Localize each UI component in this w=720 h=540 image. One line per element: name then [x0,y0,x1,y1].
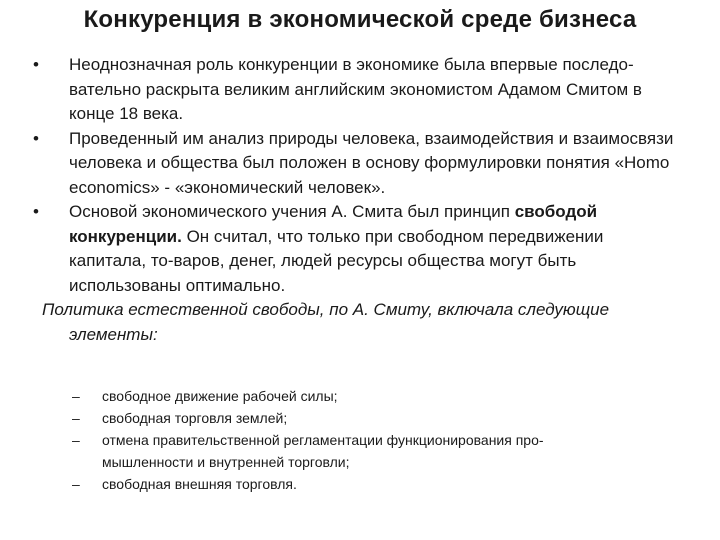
dash-marker: – [72,388,80,404]
bullet-text: Неоднозначная роль конкуренции в экономике была впервые последо-вательно раскрыта великим английским экономистом Адамом Смитом в конце 18 века. [69,55,642,123]
dash-marker: – [72,432,80,448]
dash-marker: – [72,410,80,426]
bullet-marker: • [33,128,39,148]
element-item-3 [72,429,632,473]
bullet-marker: • [33,202,39,221]
bullet-text-before: Основой экономического учения А. Смита был принцип [69,202,515,221]
bullet-text-after: Он считал, что только при свободном передвижении капитала, то-варов, денег, людей ресурсы общества могут быть использованы оптимально. [69,226,604,295]
policy-intro: Политика естественной свободы, по А. Смиту, включала следующие элементы: [42,300,610,344]
bullet-item-3 [30,200,680,298]
element-text: свободная торговля землей; [102,410,288,426]
element-text: отмена правительственной регламентации функционирования про-мышленности и внутренней торговли; [102,432,544,470]
dash-marker: – [72,476,80,492]
elements-list [72,385,632,495]
element-text: свободная внешняя торговля. [102,476,297,492]
bullet-item-2 [30,127,680,201]
slide-content [30,53,680,347]
element-item-4 [72,473,632,495]
slide-title: Конкуренция в экономической среде бизнеса [83,6,637,33]
bullet-text: Проведенный им анализ природы человека, взаимодействия и взаимосвязи человека и общества был положен в основу формулировки понятия «Homo economics» - «экономический человек». [69,128,674,197]
element-item-2 [72,407,632,429]
element-item-1 [72,385,632,407]
bullet-text-bold: свободой конкуренции. [69,202,598,246]
bullet-marker: • [33,55,39,74]
element-text: свободное движение рабочей силы; [102,388,338,404]
bullet-item-1 [30,53,680,127]
